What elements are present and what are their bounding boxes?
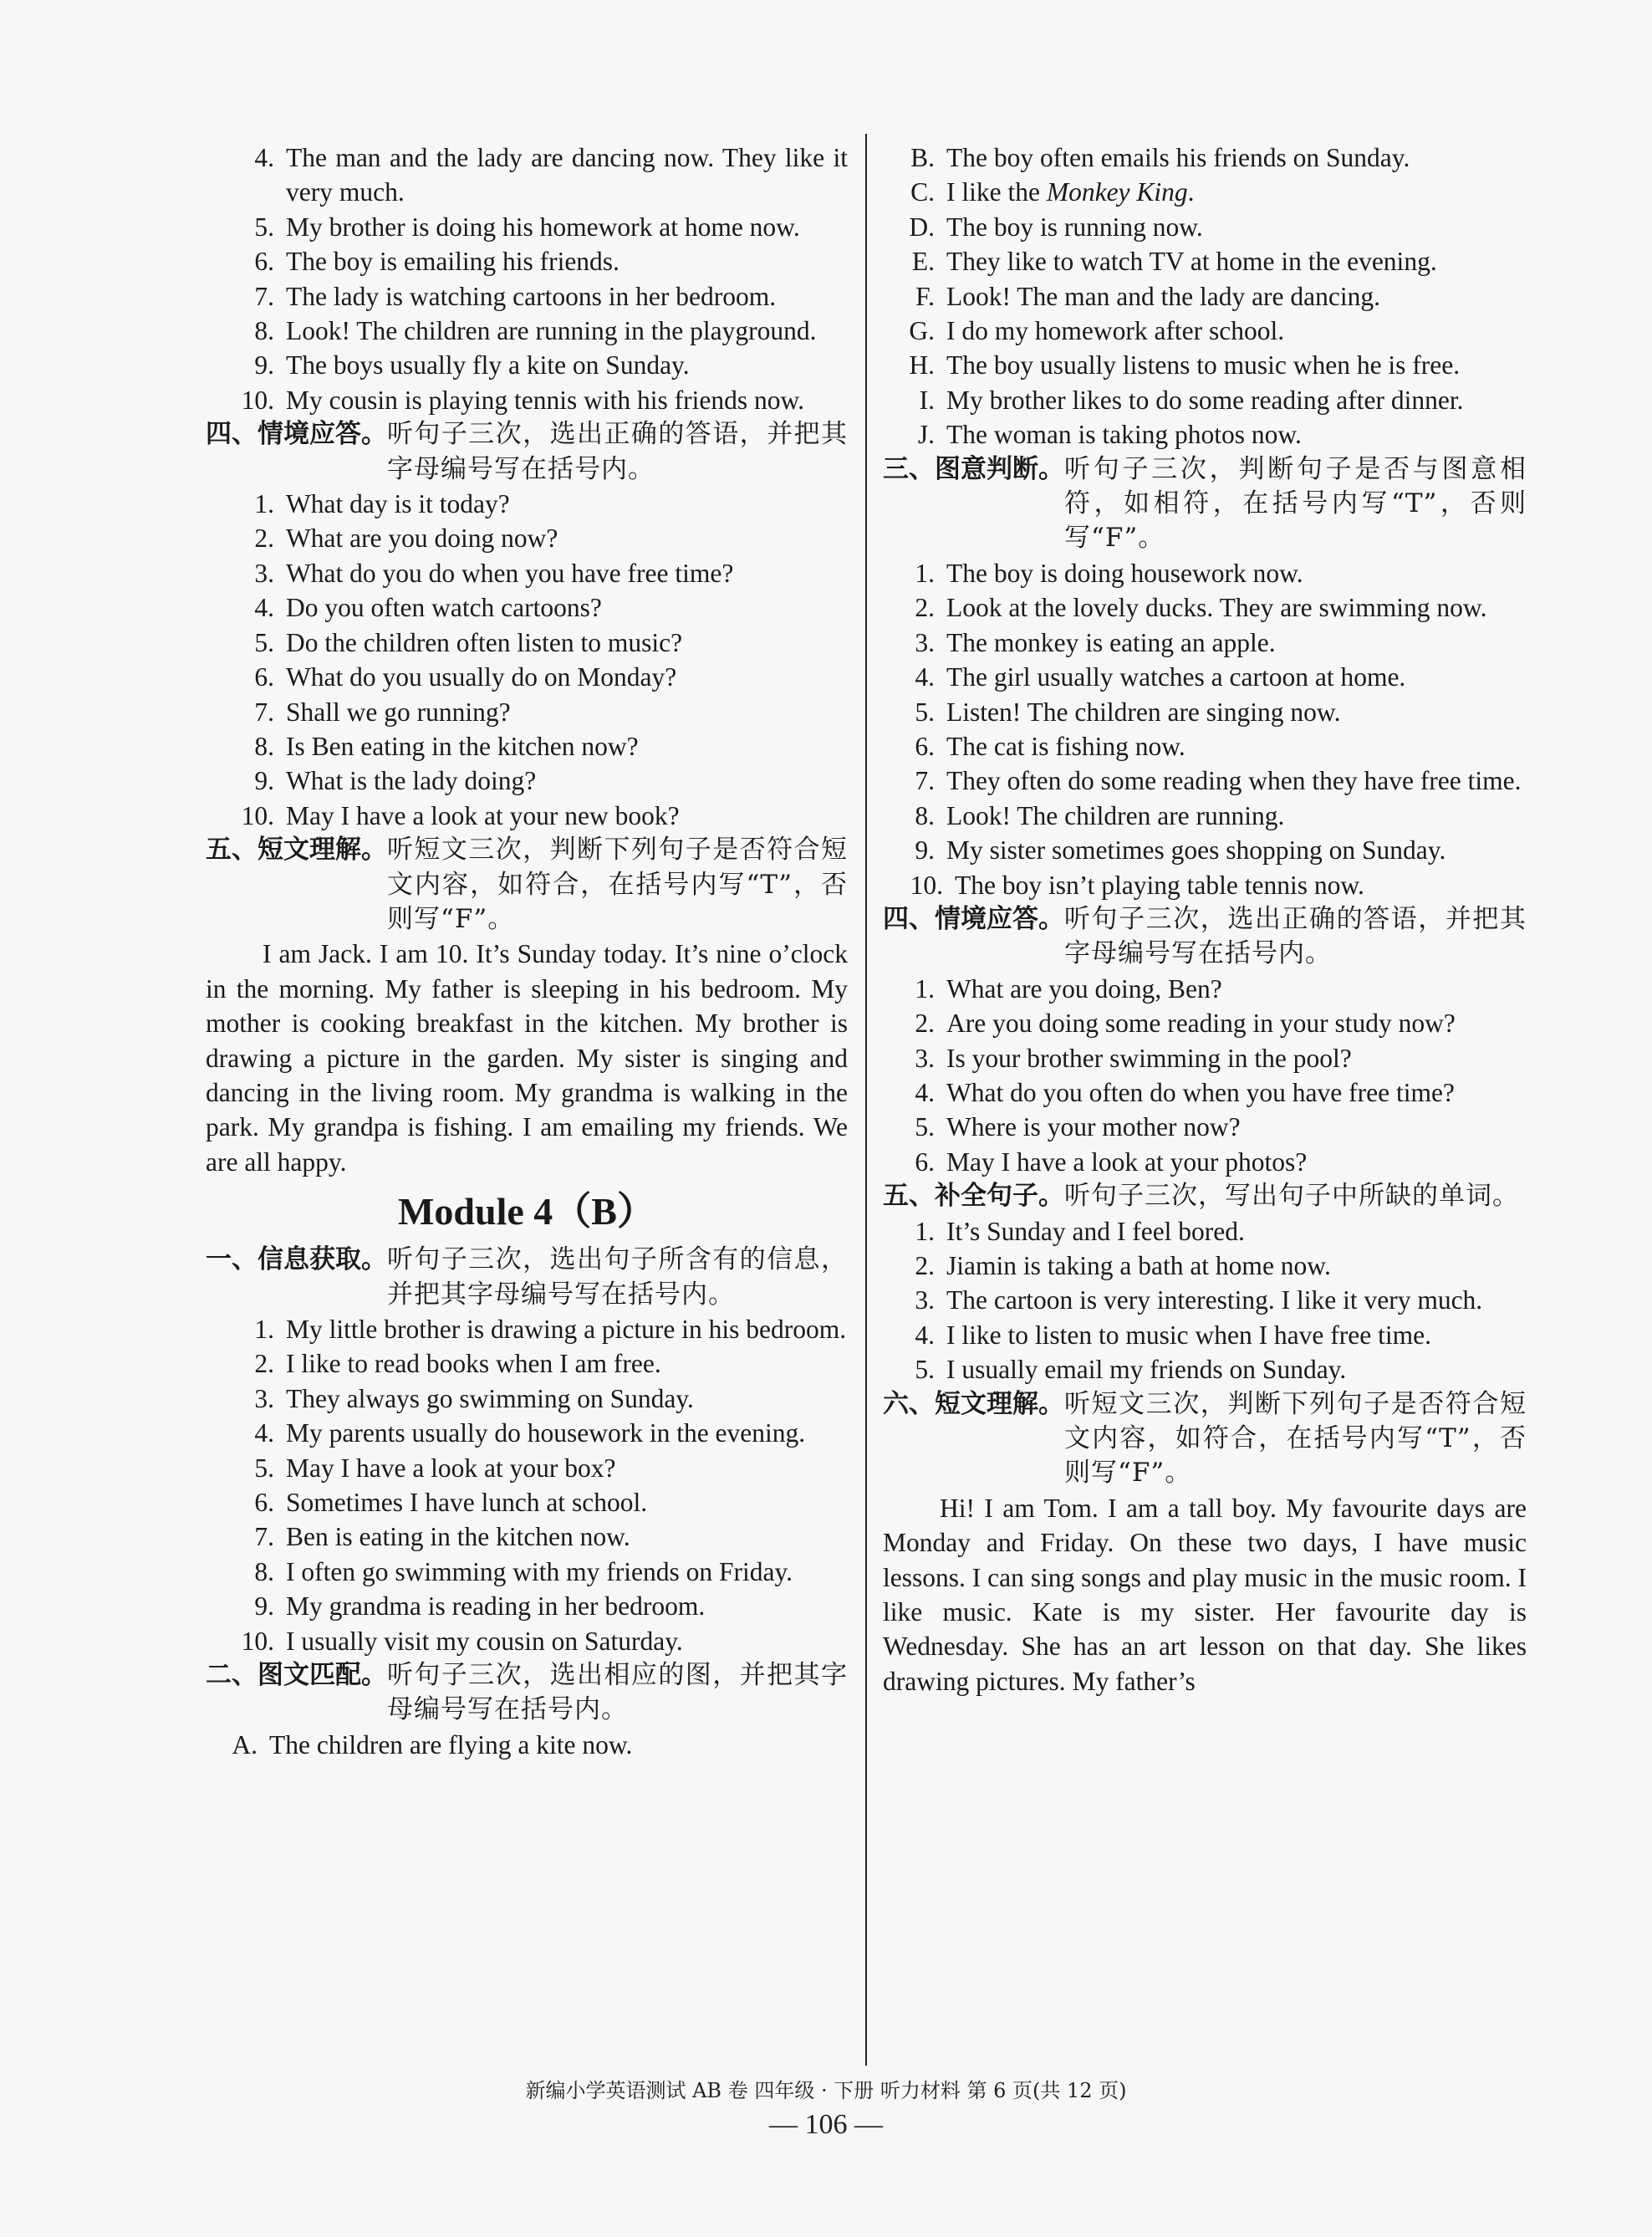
list-item: C. I like the Monkey King.	[910, 177, 1195, 207]
left-column	[206, 140, 848, 1762]
list-item: 6. The cat is fishing now.	[915, 731, 1185, 761]
list-item: E. They like to watch TV at home in the evening.	[911, 247, 1437, 277]
list-item: 6. May I have a look at your photos?	[915, 1147, 1308, 1177]
section-heading: 五、补全句子。 听句子三次，写出句子中所缺的单词。	[883, 1181, 1519, 1212]
right-column	[883, 140, 1527, 1698]
list-item: H. The boy usually listens to music when he is free.	[909, 350, 1461, 380]
list-item: 4. The girl usually watches a cartoon at home.	[915, 662, 1406, 692]
list-item: 6. What do you usually do on Monday?	[254, 662, 677, 692]
list-item: 8. Is Ben eating in the kitchen now?	[254, 731, 639, 761]
list-item: 2. Are you doing some reading in your study now?	[915, 1009, 1456, 1039]
section-heading: 六、短文理解。 听短文三次，判断下列句子是否符合短文内容，如符合，在括号内写“T”，否则写“F”。	[883, 1388, 1527, 1489]
section-heading: 四、情境应答。 听句子三次，选出正确的答语，并把其字母编号写在括号内。	[883, 903, 1527, 969]
passage: I am Jack. I am 10. It’s Sunday today. It’s nine o’clock in the morning. My father is sleeping in his bedroom. My mother is cooking breakfast in the kitchen. My brother is drawing a picture in the garden. My sister is singing and dancing in the living room. My grandma is walking in the park. My grandpa is fishing. I am emailing my friends. We are all happy.	[206, 939, 848, 1177]
list-item: 4. Do you often watch cartoons?	[254, 593, 602, 623]
list-item: 5. May I have a look at your box?	[254, 1453, 616, 1483]
list-item: 5. My brother is doing his homework at home now.	[254, 212, 800, 242]
list-item: 7. Shall we go running?	[254, 697, 511, 727]
section-heading: 一、信息获取。 听句子三次，选出句子所含有的信息，并把其字母编号写在括号内。	[206, 1244, 848, 1310]
list-item: 8. I often go swimming with my friends on Friday.	[254, 1556, 793, 1586]
list-item: 6. The boy is emailing his friends.	[254, 247, 620, 277]
list-item: 7. They often do some reading when they have free time.	[915, 766, 1522, 796]
list-item: 10. May I have a look at your new book?	[241, 800, 680, 830]
list-item: I. My brother likes to do some reading after dinner.	[919, 385, 1464, 415]
list-item: 8. Look! The children are running.	[915, 800, 1285, 830]
list-item: 3. What do you do when you have free time?	[254, 558, 734, 588]
list-item: B. The boy often emails his friends on Sunday.	[910, 143, 1410, 172]
section-heading: 二、图文匹配。 听句子三次，选出相应的图，并把其字母编号写在括号内。	[206, 1660, 848, 1725]
list-item: A. The children are flying a kite now.	[232, 1729, 633, 1759]
section-items	[883, 972, 1527, 1179]
list-item: 2. Jiamin is taking a bath at home now.	[915, 1251, 1331, 1280]
list-item: 3. The cartoon is very interesting. I like it very much.	[915, 1285, 1483, 1315]
list-item: 4. I like to listen to music when I have free time.	[915, 1320, 1431, 1350]
list-item: 1. What are you doing, Ben?	[915, 973, 1222, 1004]
list-item: 3. They always go swimming on Sunday.	[254, 1383, 694, 1413]
letter-items	[883, 140, 1527, 452]
list-item: 10. I usually visit my cousin on Saturday.	[241, 1626, 683, 1656]
section-items	[206, 1312, 848, 1658]
list-item: 2. What are you doing now?	[254, 523, 558, 554]
list-item: 9. My grandma is reading in her bedroom.	[254, 1591, 706, 1622]
list-item: 4. What do you often do when you have free time?	[915, 1077, 1455, 1107]
footer-caption: 新编小学英语测试 AB 卷 四年级 · 下册 听力材料 第 6 页(共 12 页)	[525, 2079, 1127, 2102]
list-item: 9. What is the lady doing?	[254, 766, 537, 796]
list-item: 8. Look! The children are running in the playground.	[254, 316, 817, 346]
list-item: 10. The boy isn’t playing table tennis now.	[910, 870, 1364, 900]
listening-items-top	[206, 140, 848, 417]
list-item: 2. I like to read books when I am free.	[254, 1349, 661, 1379]
list-item: F. Look! The man and the lady are dancing.	[915, 281, 1380, 311]
section-items	[206, 1728, 848, 1762]
list-item: 5. Listen! The children are singing now.	[915, 697, 1341, 727]
list-item: 3. The monkey is eating an apple.	[915, 627, 1276, 657]
list-item: 6. Sometimes I have lunch at school.	[254, 1488, 648, 1518]
list-item: 1. It’s Sunday and I feel bored.	[915, 1216, 1245, 1246]
list-item: 4. The man and the lady are dancing now. They like it very much.	[254, 143, 848, 207]
page-number: — 106 —	[769, 2109, 883, 2140]
section-items	[883, 556, 1527, 902]
section-items	[883, 1214, 1527, 1387]
list-item: 5. Do the children often listen to music?	[254, 627, 683, 657]
section-heading: 五、短文理解。 听短文三次，判断下列句子是否符合短文内容，如符合，在括号内写“T”，否则写“F”。	[206, 835, 848, 934]
list-item: 10. My cousin is playing tennis with his friends now.	[241, 385, 805, 415]
list-item: J. The woman is taking photos now.	[917, 420, 1302, 450]
list-item: G. I do my homework after school.	[909, 316, 1285, 346]
passage: Hi! I am Tom. I am a tall boy. My favourite days are Monday and Friday. On these two days, I have music lessons. I can sing songs and play music in the music room. I like music. Kate is my sister. Her favourite day is Wednesday. She has an art lesson on that day. She likes drawing pictures. My father’s	[883, 1493, 1527, 1696]
list-item: 7. The lady is watching cartoons in her bedroom.	[254, 281, 777, 311]
section-heading: 四、情境应答。 听句子三次，选出正确的答语，并把其字母编号写在括号内。	[206, 419, 848, 484]
list-item: 9. My sister sometimes goes shopping on Sunday.	[915, 835, 1446, 866]
module-title: Module 4（B）	[398, 1190, 655, 1233]
list-item: 3. Is your brother swimming in the pool?	[915, 1043, 1352, 1073]
section-heading: 三、图意判断。 听句子三次，判断句子是否与图意相符，如相符，在括号内写“T”，否则写“F”。	[883, 453, 1527, 554]
list-item: 5. Where is your mother now?	[915, 1112, 1241, 1142]
list-item: 1. My little brother is drawing a picture in his bedroom.	[254, 1315, 847, 1344]
list-item: 9. The boys usually fly a kite on Sunday.	[254, 350, 690, 380]
list-item: 1. The boy is doing housework now.	[915, 558, 1303, 588]
section-items	[206, 487, 848, 833]
list-item: 7. Ben is eating in the kitchen now.	[254, 1522, 630, 1552]
list-item: 2. Look at the lovely ducks. They are swimming now.	[915, 593, 1487, 623]
column-divider	[865, 134, 867, 2066]
list-item: 5. I usually email my friends on Sunday.	[915, 1355, 1347, 1385]
list-item: D. The boy is running now.	[909, 212, 1203, 242]
list-item: 4. My parents usually do housework in the evening.	[254, 1418, 806, 1448]
list-item: 1. What day is it today?	[254, 489, 510, 519]
